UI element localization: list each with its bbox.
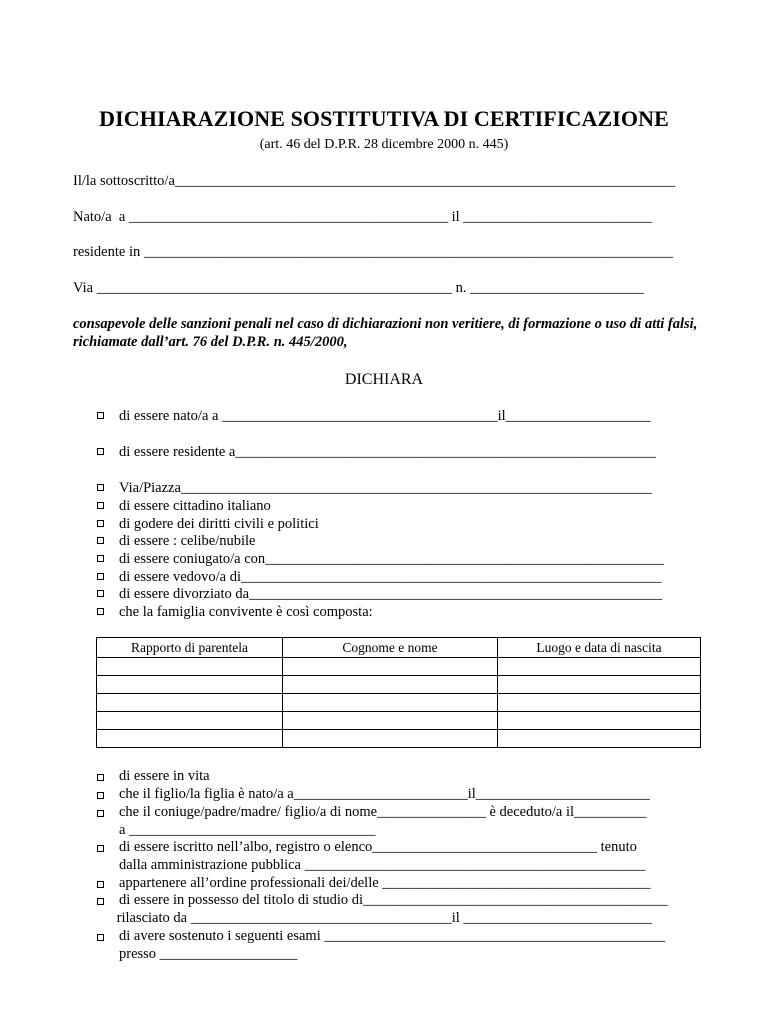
list-item[interactable]: di essere iscritto nell’albo, registro o elenco_______________________________ tenuto xyxy=(119,839,637,855)
nato-field[interactable]: Nato/a a ____________________________________________ il __________________________ xyxy=(73,209,652,225)
table-cell[interactable] xyxy=(498,676,701,694)
table-row[interactable] xyxy=(97,676,701,694)
list-item[interactable]: di essere in vita xyxy=(119,768,210,784)
via-field[interactable]: Via _________________________________________________ n. ________________________ xyxy=(73,280,645,296)
checkbox-icon[interactable] xyxy=(97,555,104,562)
checkbox-icon[interactable] xyxy=(97,484,104,491)
list-item[interactable]: di godere dei diritti civili e politici xyxy=(119,516,319,532)
table-cell[interactable] xyxy=(97,712,283,730)
checkbox-icon[interactable] xyxy=(97,608,104,615)
column-header-cognome: Cognome e nome xyxy=(283,638,498,658)
checkbox-icon[interactable] xyxy=(97,448,104,455)
column-header-rapporto: Rapporto di parentela xyxy=(97,638,283,658)
table-cell[interactable] xyxy=(498,712,701,730)
checkbox-icon[interactable] xyxy=(97,412,104,419)
checkbox-icon[interactable] xyxy=(97,774,104,781)
checkbox-icon[interactable] xyxy=(97,520,104,527)
table-cell[interactable] xyxy=(498,658,701,676)
table-cell[interactable] xyxy=(498,730,701,748)
list-item[interactable]: di essere : celibe/nubile xyxy=(119,533,256,549)
checkbox-icon[interactable] xyxy=(97,573,104,580)
table-cell[interactable] xyxy=(97,694,283,712)
table-cell[interactable] xyxy=(97,676,283,694)
list-item-continuation[interactable]: rilasciato da ____________________________________il __________________________ xyxy=(113,910,652,926)
list-item[interactable]: che il figlio/la figlia è nato/a a________________________il________________________ xyxy=(119,786,650,802)
table-cell[interactable] xyxy=(283,694,498,712)
list-item[interactable]: di essere divorziato da_________________________________________________________ xyxy=(119,586,663,602)
list-item-continuation[interactable]: dalla amministrazione pubblica _______________________________________________ xyxy=(119,857,646,873)
table-cell[interactable] xyxy=(283,712,498,730)
table-cell[interactable] xyxy=(498,694,701,712)
list-item[interactable]: di essere nato/a a ______________________________________il____________________ xyxy=(119,408,651,424)
consapevole-statement: consapevole delle sanzioni penali nel caso di dichiarazioni non veritiere, di formazione o uso di atti falsi, richiamate dall’art. 76 del D.P.R. n. 445/2000, xyxy=(73,316,698,350)
list-item: che la famiglia convivente è così composta: xyxy=(119,604,373,620)
checkbox-icon[interactable] xyxy=(97,845,104,852)
list-item[interactable]: di essere in possesso del titolo di studio di__________________________________________ xyxy=(119,892,668,908)
table-cell[interactable] xyxy=(283,730,498,748)
table-cell[interactable] xyxy=(283,658,498,676)
list-item[interactable]: di essere coniugato/a con_______________________________________________________ xyxy=(119,551,664,567)
checkbox-icon[interactable] xyxy=(97,792,104,799)
table-cell[interactable] xyxy=(97,730,283,748)
list-item[interactable]: Via/Piazza_________________________________________________________________ xyxy=(119,480,653,496)
checkbox-icon[interactable] xyxy=(97,898,104,905)
table-row[interactable] xyxy=(97,658,701,676)
dichiara-heading: DICHIARA xyxy=(344,371,424,388)
sottoscritto-field[interactable]: Il/la sottoscritto/a_____________________________________________________________________ xyxy=(73,173,676,189)
family-table xyxy=(96,637,701,748)
table-header-row xyxy=(97,638,701,658)
list-item[interactable]: di essere residente a__________________________________________________________ xyxy=(119,444,656,460)
table-row[interactable] xyxy=(97,694,701,712)
residente-field[interactable]: residente in _________________________________________________________________________ xyxy=(73,244,674,260)
table-cell[interactable] xyxy=(283,676,498,694)
list-item[interactable]: di essere cittadino italiano xyxy=(119,498,271,514)
table-row[interactable] xyxy=(97,712,701,730)
list-item-continuation[interactable]: a __________________________________ xyxy=(119,822,376,838)
checkbox-icon[interactable] xyxy=(97,590,104,597)
list-item[interactable]: che il coniuge/padre/madre/ figlio/a di nome_______________ è deceduto/a il__________ xyxy=(119,804,647,820)
list-item[interactable]: di avere sostenuto i seguenti esami _______________________________________________ xyxy=(119,928,666,944)
document-title: DICHIARAZIONE SOSTITUTIVA DI CERTIFICAZIONE xyxy=(99,106,669,131)
table-row[interactable] xyxy=(97,730,701,748)
checkbox-icon[interactable] xyxy=(97,502,104,509)
column-header-luogo: Luogo e data di nascita xyxy=(498,638,701,658)
checkbox-icon[interactable] xyxy=(97,881,104,888)
checkbox-icon[interactable] xyxy=(97,537,104,544)
list-item-continuation[interactable]: presso ___________________ xyxy=(119,946,298,962)
checkbox-icon[interactable] xyxy=(97,810,104,817)
list-item[interactable]: appartenere all’ordine professionali dei/delle _____________________________________ xyxy=(119,875,651,891)
table-cell[interactable] xyxy=(97,658,283,676)
list-item[interactable]: di essere vedovo/a di__________________________________________________________ xyxy=(119,569,662,585)
document-subtitle: (art. 46 del D.P.R. 28 dicembre 2000 n. 445) xyxy=(259,137,509,152)
checkbox-icon[interactable] xyxy=(97,934,104,941)
